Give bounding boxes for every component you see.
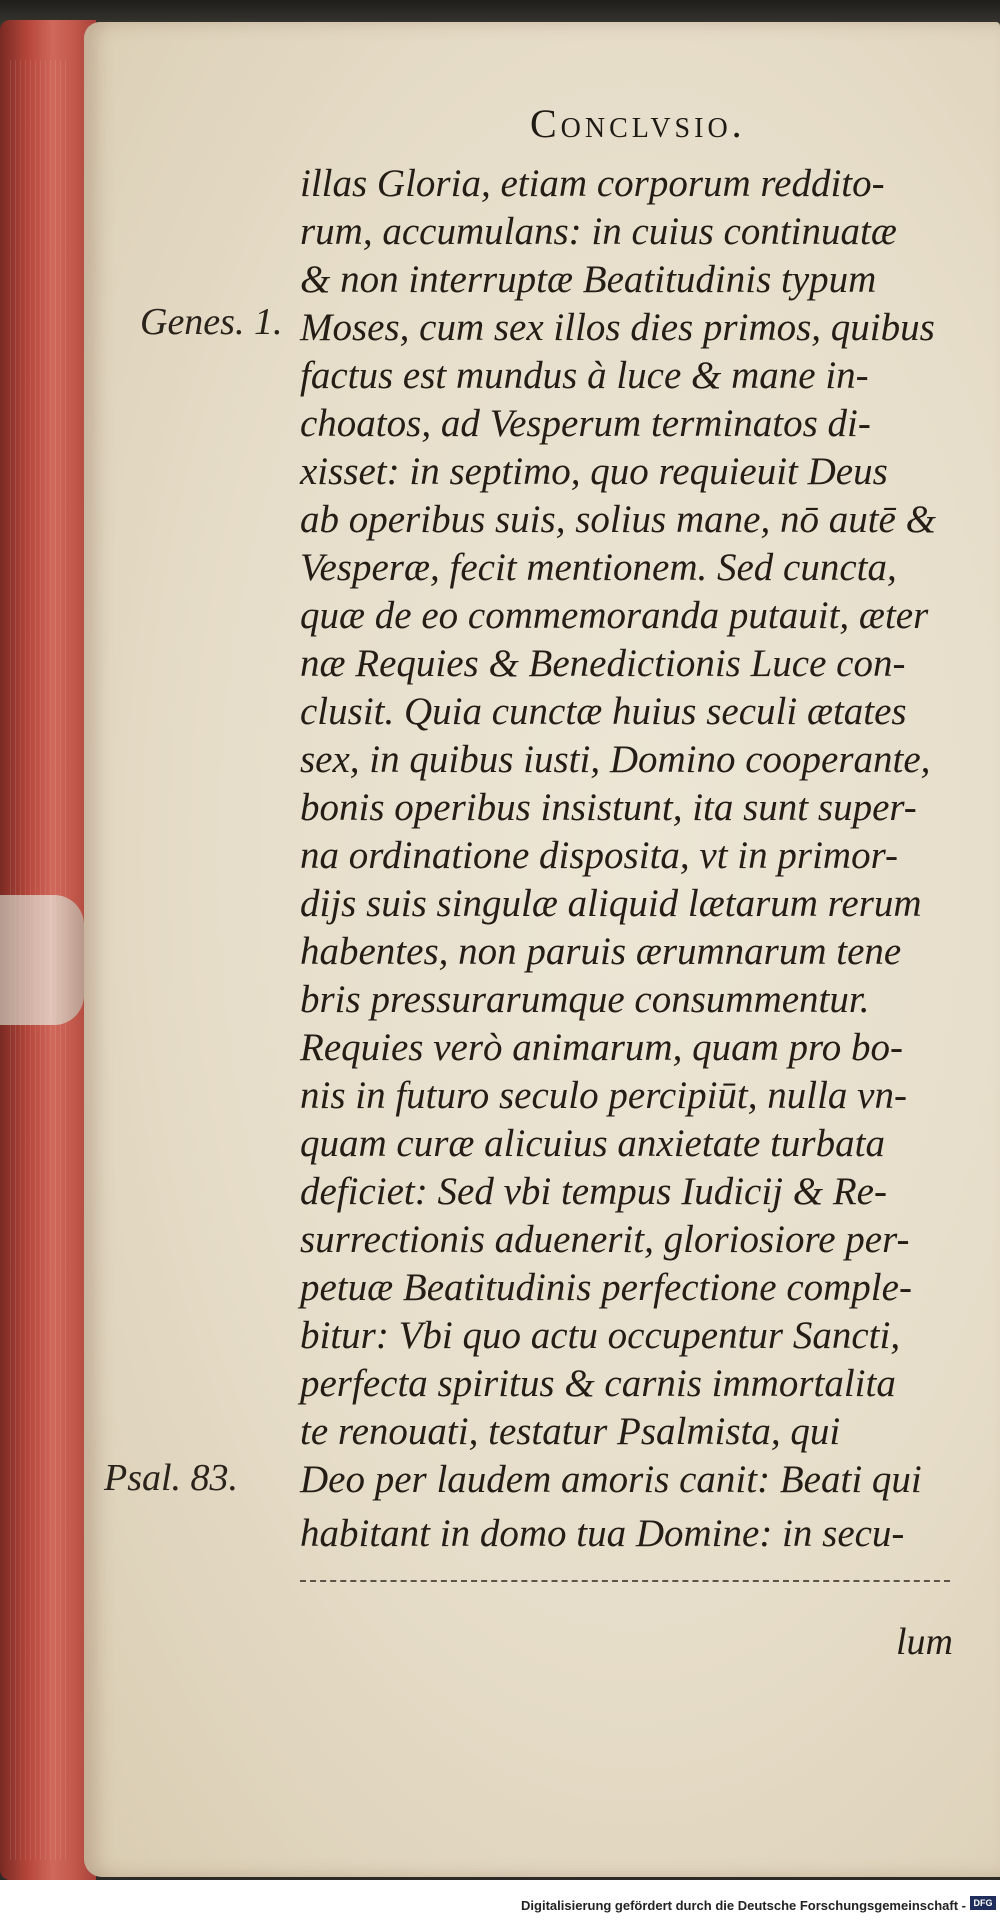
text-line: & non interruptæ Beatitudinis typum — [300, 258, 877, 301]
text-line: sex, in quibus iusti, Domino cooperante, — [300, 738, 931, 781]
text-line: te renouati, testatur Psalmista, qui — [300, 1410, 841, 1453]
margin-note-genesis: Genes. 1. — [140, 301, 283, 343]
text-line: rum, accumulans: in cuius continuatæ — [300, 210, 897, 253]
running-head: Conclvsio. — [530, 101, 746, 146]
text-line: perfecta spiritus & carnis immortalita — [300, 1362, 896, 1405]
text-line: petuæ Beatitudinis perfectione comple- — [300, 1266, 912, 1309]
margin-note-psalm: Psal. 83. — [104, 1457, 239, 1499]
text-line: illas Gloria, etiam corporum reddito- — [300, 162, 885, 205]
text-line: Deo per laudem amoris canit: Beati qui — [300, 1458, 922, 1501]
text-line: xisset: in septimo, quo requieuit Deus — [300, 450, 888, 493]
bookmark-ribbon — [0, 895, 84, 1025]
text-line: næ Requies & Benedictionis Luce con- — [300, 642, 906, 685]
dfg-logo: DFG — [970, 1896, 996, 1910]
text-line: habitant in domo tua Domine: in secu- — [300, 1512, 905, 1555]
text-line: nis in futuro seculo percipiūt, nulla vn- — [300, 1074, 907, 1117]
text-line: deficiet: Sed vbi tempus Iudicij & Re- — [300, 1170, 887, 1213]
text-line: Requies verò animarum, quam pro bo- — [300, 1026, 903, 1069]
text-line: na ordinatione disposita, vt in primor- — [300, 834, 898, 877]
text-line: Vesperæ, fecit mentionem. Sed cuncta, — [300, 546, 897, 589]
bottom-rule — [300, 1580, 950, 1582]
text-line: factus est mundus à luce & mane in- — [300, 354, 869, 397]
text-line: clusit. Quia cunctæ huius seculi ætates — [300, 690, 907, 733]
text-line: choatos, ad Vesperum terminatos di- — [300, 402, 871, 445]
text-line: dijs suis singulæ aliquid lætarum rerum — [300, 882, 922, 925]
text-line: quæ de eo commemoranda putauit, æter — [300, 594, 929, 637]
text-line: bitur: Vbi quo actu occupentur Sancti, — [300, 1314, 901, 1357]
text-line: quam curæ alicuius anxietate turbata — [300, 1122, 885, 1165]
catchword: lum — [896, 1621, 953, 1663]
text-line: habentes, non paruis ærumnarum tene — [300, 930, 902, 973]
text-line: bonis operibus insistunt, ita sunt super- — [300, 786, 917, 829]
footer-credit: Digitalisierung gefördert durch die Deutsche Forschungsgemeinschaft - — [521, 1898, 966, 1913]
text-line: surrectionis aduenerit, gloriosiore per- — [300, 1218, 910, 1261]
text-line: Moses, cum sex illos dies primos, quibus — [300, 306, 935, 349]
text-line: bris pressurarumque consummentur. — [300, 978, 870, 1021]
text-line: ab operibus suis, solius mane, nō autē & — [300, 498, 936, 541]
